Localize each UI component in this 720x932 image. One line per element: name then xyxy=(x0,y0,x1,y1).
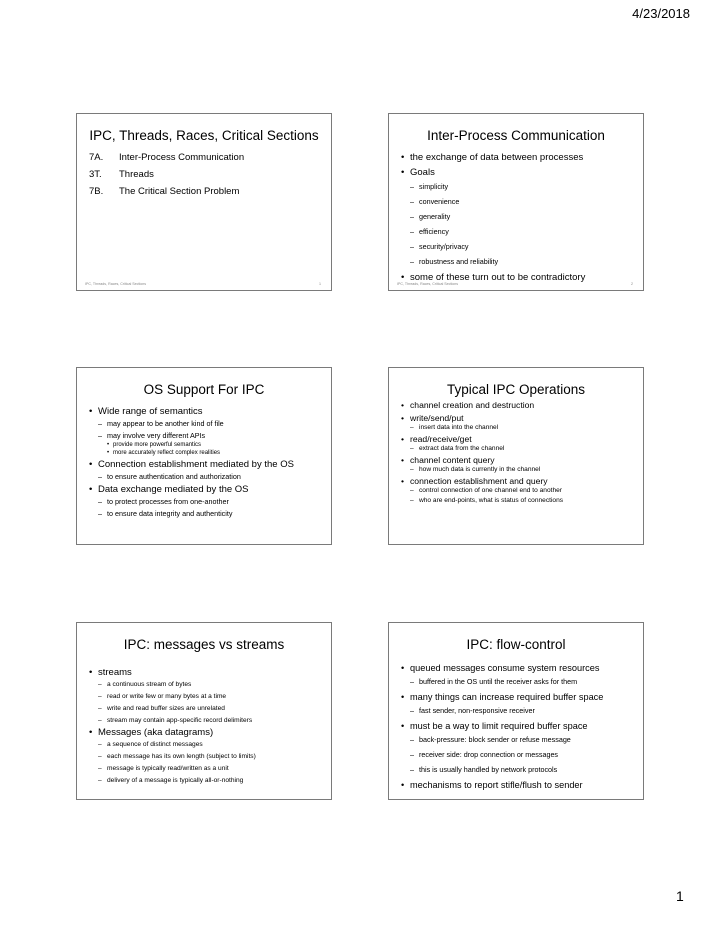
slide-title: Typical IPC Operations xyxy=(446,382,586,397)
outline-item: 7B. The Critical Section Problem xyxy=(89,186,240,197)
bullet: • connection establishment and query xyxy=(399,476,637,486)
slide-body xyxy=(87,406,325,521)
sub-sub-bullet: • more accurately reflect complex realities xyxy=(87,450,325,456)
outline-item: 7A. Inter-Process Communication xyxy=(89,152,245,163)
bullet: • some of these turn out to be contradictory xyxy=(399,272,637,283)
slide-body xyxy=(89,152,325,203)
slide-4 xyxy=(388,367,644,545)
sub-bullet: – may appear to be another kind of file xyxy=(87,419,325,428)
page-number: 1 xyxy=(676,888,684,904)
sub-bullet: – generality xyxy=(399,212,637,221)
slide-body xyxy=(87,667,325,789)
slide-title: IPC: flow-control xyxy=(466,637,566,652)
sub-bullet: – who are end-points, what is status of connections xyxy=(399,497,637,504)
sub-bullet: – simplicity xyxy=(399,182,637,191)
slide-footer: IPC, Threads, Races, Critical Sections 2 xyxy=(397,282,633,286)
outline-item: 3T. Threads xyxy=(89,169,154,180)
sub-bullet: – security/privacy xyxy=(399,242,637,251)
slide-2 xyxy=(388,113,644,291)
sub-bullet: – write and read buffer sizes are unrelated xyxy=(87,705,325,712)
sub-sub-bullet: • provide more powerful semantics xyxy=(87,442,325,448)
bullet: • channel content query xyxy=(399,455,637,465)
bullet: • write/send/put xyxy=(399,413,637,423)
sub-bullet: – a continuous stream of bytes xyxy=(87,681,325,688)
header-date: 4/23/2018 xyxy=(632,6,690,21)
sub-bullet: – how much data is currently in the channel xyxy=(399,466,637,473)
slide-body xyxy=(399,400,637,507)
sub-bullet: – this is usually handled by network protocols xyxy=(399,765,637,774)
sub-bullet: – robustness and reliability xyxy=(399,257,637,266)
bullet: • many things can increase required buffer space xyxy=(399,692,637,702)
slide-title: IPC: messages vs streams xyxy=(123,637,285,652)
bullet: • Data exchange mediated by the OS xyxy=(87,484,325,495)
bullet: • Goals xyxy=(399,167,637,178)
sub-bullet: – to protect processes from one-another xyxy=(87,497,325,506)
sub-bullet: – may involve very different APIs xyxy=(87,431,325,440)
sub-bullet: – fast sender, non-responsive receiver xyxy=(399,706,637,715)
slide-body xyxy=(399,663,637,794)
slide-6 xyxy=(388,622,644,800)
slide-footer: IPC, Threads, Races, Critical Sections 1 xyxy=(85,282,321,286)
sub-bullet: – to ensure data integrity and authenticity xyxy=(87,509,325,518)
slide-3 xyxy=(76,367,332,545)
bullet: • channel creation and destruction xyxy=(399,400,637,410)
bullet: • the exchange of data between processes xyxy=(399,152,637,163)
sub-bullet: – control connection of one channel end to another xyxy=(399,487,637,494)
bullet: • Wide range of semantics xyxy=(87,406,325,417)
sub-bullet: – a sequence of distinct messages xyxy=(87,741,325,748)
sub-bullet: – extract data from the channel xyxy=(399,445,637,452)
sub-bullet: – read or write few or many bytes at a time xyxy=(87,693,325,700)
bullet: • must be a way to limit required buffer space xyxy=(399,721,637,731)
sub-bullet: – back-pressure: block sender or refuse message xyxy=(399,735,637,744)
sub-bullet: – message is typically read/written as a unit xyxy=(87,765,325,772)
bullet: • mechanisms to report stifle/flush to sender xyxy=(399,780,637,790)
slide-body xyxy=(399,152,637,287)
sub-bullet: – insert data into the channel xyxy=(399,424,637,431)
sub-bullet: – to ensure authentication and authorization xyxy=(87,472,325,481)
slide-1 xyxy=(76,113,332,291)
sub-bullet: – stream may contain app-specific record delimiters xyxy=(87,717,325,724)
slide-title: OS Support For IPC xyxy=(143,382,265,397)
bullet: • Connection establishment mediated by the OS xyxy=(87,459,325,470)
slide-5 xyxy=(76,622,332,800)
bullet: • Messages (aka datagrams) xyxy=(87,727,325,738)
bullet: • read/receive/get xyxy=(399,434,637,444)
slide-title: IPC, Threads, Races, Critical Sections xyxy=(89,128,319,143)
sub-bullet: – convenience xyxy=(399,197,637,206)
sub-bullet: – each message has its own length (subject to limits) xyxy=(87,753,325,760)
bullet: • queued messages consume system resources xyxy=(399,663,637,673)
sub-bullet: – buffered in the OS until the receiver asks for them xyxy=(399,677,637,686)
slide-title: Inter-Process Communication xyxy=(427,128,605,143)
sub-bullet: – receiver side: drop connection or messages xyxy=(399,750,637,759)
bullet: • streams xyxy=(87,667,325,678)
sub-bullet: – delivery of a message is typically all-or-nothing xyxy=(87,777,325,784)
sub-bullet: – efficiency xyxy=(399,227,637,236)
